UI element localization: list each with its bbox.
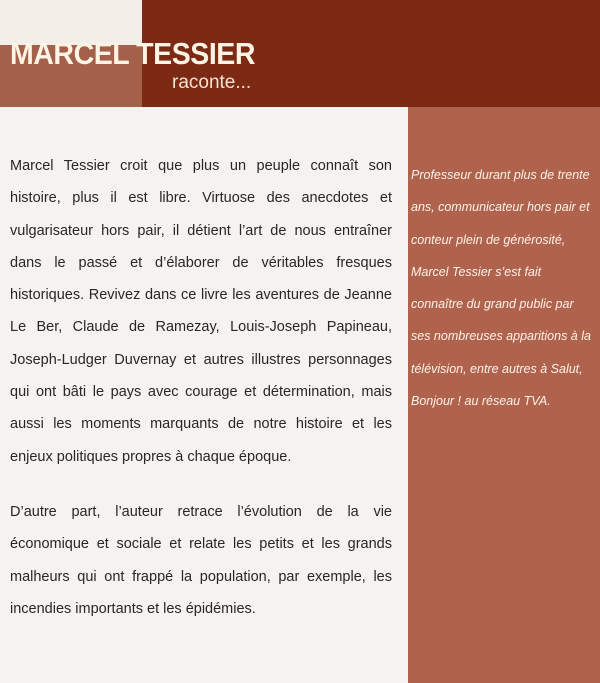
- sidebar-paragraph: Professeur durant plus de trente ans, communicateur hors pair et conteur plein de générosité, Marcel Tessier s’est fait connaître du grand public par ses nombreuses apparitions à la télévision, entre autres à Salut, Bonjour ! au réseau TVA.: [411, 168, 591, 409]
- paragraph-2: D’autre part, l’auteur retrace l’évolution de la vie économique et sociale et relate les petits et les grands malheurs qui ont frappé la population, par exemple, les incendies importants et les épidémies.: [10, 503, 392, 617]
- subtitle: raconte...: [172, 72, 252, 93]
- author-name: MARCEL TESSIER: [10, 36, 255, 71]
- sidebar-text: [411, 159, 595, 417]
- paragraph-1: Marcel Tessier croit que plus un peuple connaît son histoire, plus il est libre. Virtuose des anecdotes et vulgarisateur hors pair, il détient l’art de nous entraîner dans le passé et d’élaborer de véritables fresques historiques. Revivez dans ce livre les aventures de Jeanne Le Ber, Claude de Ramezay, Louis-Joseph Papineau, Joseph-Ludger Duvernay et autres illustres personnages qui ont bâti le pays avec courage et détermination, mais aussi les moments marquants de notre histoire et les enjeux politiques propres à chaque époque.: [10, 158, 392, 465]
- main-text: [10, 150, 392, 625]
